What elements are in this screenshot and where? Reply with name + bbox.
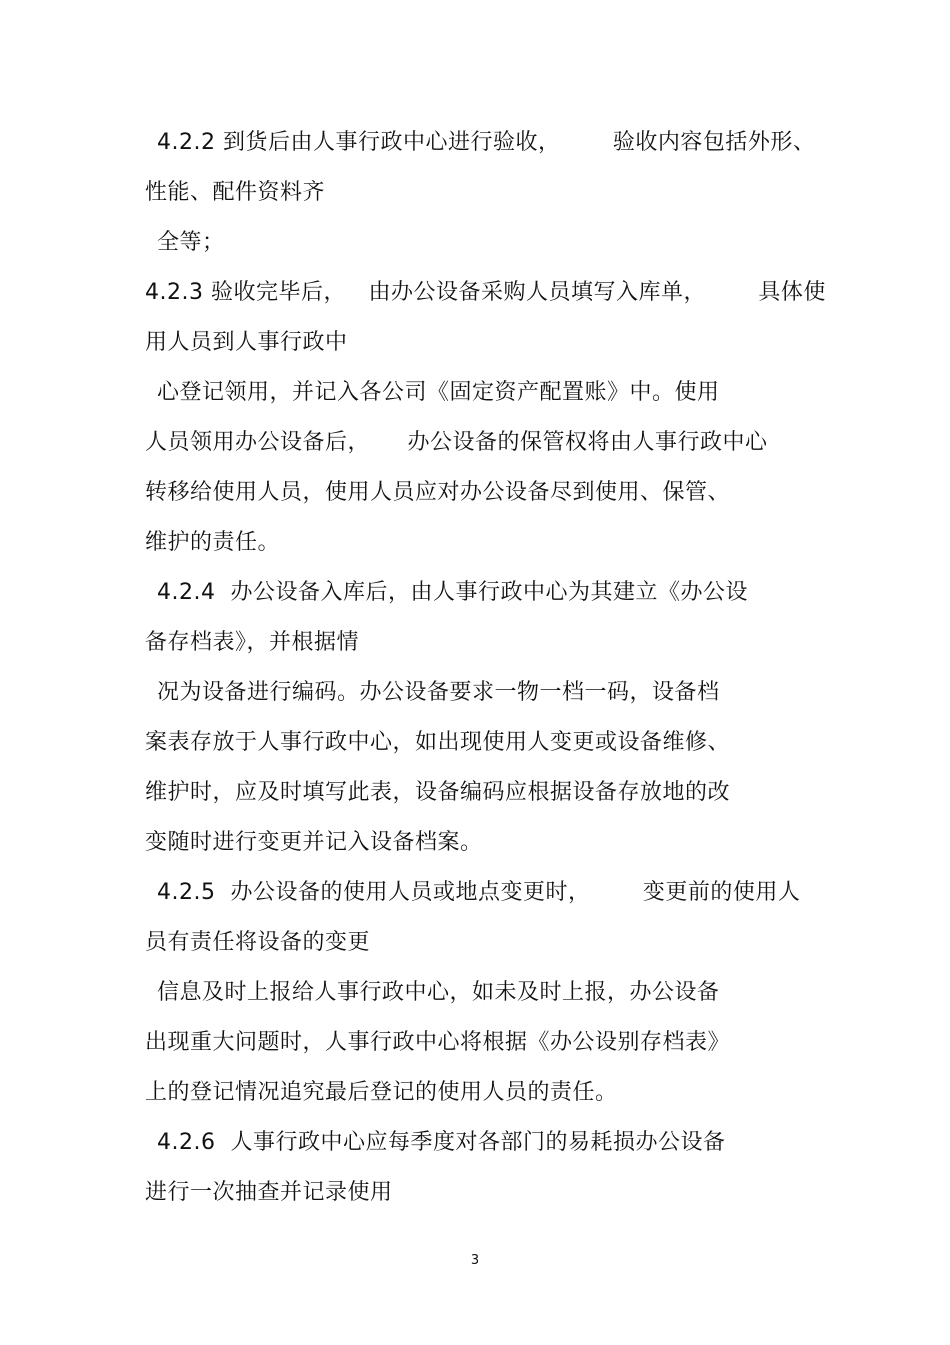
text-line: 上的登记情况追究最后登记的使用人员的责任。 xyxy=(145,1080,618,1105)
text-line: 全等； xyxy=(157,230,225,255)
text-line: 信息及时上报给人事行政中心，如未及时上报，办公设备 xyxy=(157,980,720,1005)
text-line: 案表存放于人事行政中心，如出现使用人变更或设备维修、 xyxy=(145,730,731,755)
page-number: 3 xyxy=(470,1253,480,1268)
text-line: 出现重大问题时，人事行政中心将根据《办公设别存档表》 xyxy=(145,1030,731,1055)
text-line: 人员领用办公设备后， 办公设备的保管权将由人事行政中心 xyxy=(145,430,768,455)
text-line: 备存档表》，并根据情 xyxy=(145,630,360,655)
text-line: 4.2.6 人事行政中心应每季度对各部门的易耗损办公设备 xyxy=(157,1130,726,1155)
text-line: 维护时，应及时填写此表，设备编码应根据设备存放地的改 xyxy=(145,780,731,805)
text-line: 维护的责任。 xyxy=(145,530,281,555)
text-line: 变随时进行变更并记入设备档案。 xyxy=(145,830,483,855)
text-line: 4.2.4 办公设备入库后，由人事行政中心为其建立《办公设 xyxy=(157,580,748,605)
text-line: 4.2.5 办公设备的使用人员或地点变更时， 变更前的使用人 xyxy=(157,880,801,905)
text-line: 性能、配件资料齐 xyxy=(145,180,326,205)
text-line: 转移给使用人员，使用人员应对办公设备尽到使用、保管、 xyxy=(145,480,731,505)
text-line: 心登记领用，并记入各公司《固定资产配置账》中。使用 xyxy=(157,380,720,405)
text-line: 4.2.2 到货后由人事行政中心进行验收， 验收内容包括外形、 xyxy=(157,130,816,155)
text-line: 员有责任将设备的变更 xyxy=(145,930,371,955)
text-line: 况为设备进行编码。办公设备要求一物一档一码，设备档 xyxy=(157,680,720,705)
text-line: 用人员到人事行政中 xyxy=(145,330,348,355)
text-line: 进行一次抽查并记录使用 xyxy=(145,1180,393,1205)
text-line: 4.2.3 验收完毕后， 由办公设备采购人员填写入库单， 具体使 xyxy=(145,280,826,305)
